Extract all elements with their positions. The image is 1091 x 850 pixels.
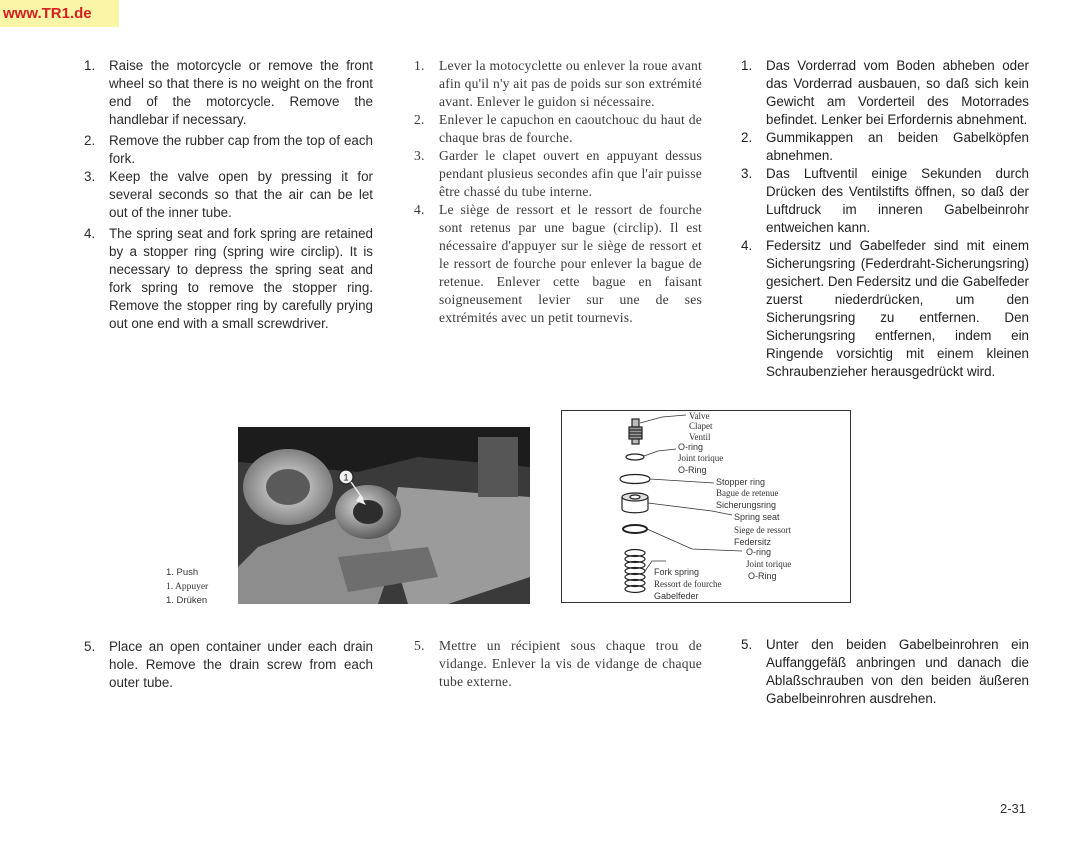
step-text: Mettre un récipient sous chaque trou de vidange. Enlever la vis de vidange de chaque tube externe. — [439, 638, 702, 689]
step-text: Raise the motorcycle or remove the front wheel so that there is no weight on the front end of the motorcycle. Remove the handlebar if necessary. — [109, 58, 373, 127]
list-item: 2. Gummikappen an beiden Gabelköpfen abnehmen. — [741, 130, 1029, 163]
seat-label-fr: Siege de ressort — [734, 525, 791, 535]
list-item: 1. Lever la motocyclette ou enlever la roue avant afin qu'il n'y ait pas de poids sur son extrémité avant. Enlever le guidon si nécessaire. — [414, 58, 702, 109]
page-number: 2-31 — [1000, 801, 1027, 816]
list-item: 1. Raise the motorcycle or remove the front wheel so that there is no weight on the front end of the motorcycle. Remove the handlebar if necessary. — [84, 58, 373, 127]
seat-label-de: Federsitz — [734, 537, 772, 547]
spring-label-fr: Ressort de fourche — [654, 579, 722, 589]
valve-label-de: Ventil — [689, 432, 711, 442]
spring-label-en: Fork spring — [654, 567, 700, 577]
seat-label-en: Spring seat — [734, 512, 780, 522]
valve-label-en: Valve — [689, 411, 710, 421]
list-item: 3. Das Luftventil einige Sekunden durch Drücken des Ventilstifts öffnen, so daß der Luftdruck im inneren Gabelbeinrohr entweichen kann. — [741, 166, 1029, 235]
oring2-label-de: O-Ring — [748, 571, 777, 581]
english-steps-1-4 — [84, 57, 373, 333]
step-text: Place an open container under each drain hole. Remove the drain screw from each outer tube. — [109, 639, 373, 690]
list-item: 4. The spring seat and fork spring are retained by a stopper ring (spring wire circlip). It is necessary to depress the spring seat and fork spring to remove the stopper ring. Remove the stopper ring by carefully prying out one end with a small screwdriver. — [84, 226, 373, 331]
o-ring-icon — [623, 525, 647, 533]
list-item: 2. Enlever le capuchon en caoutchouc du haut de chaque bras de fourche. — [414, 112, 702, 145]
step-text: Keep the valve open by pressing it for several seconds so that the air can be let out of the inner tube. — [109, 169, 373, 220]
fork-parts-diagram — [561, 410, 851, 603]
list-item: 3. Garder le clapet ouvert en appuyant dessus pendant plusieus secondes afin que l'air puisse être chassé du tube interne. — [414, 148, 702, 199]
oring1-label-fr: Joint torique — [678, 453, 724, 463]
oring2-label-fr: Joint torique — [746, 559, 792, 569]
step-text: Enlever le capuchon en caoutchouc du haut de chaque bras de fourche. — [439, 112, 702, 145]
stopper-ring-icon — [620, 475, 650, 484]
step-text: Das Luftventil einige Sekunden durch Drücken des Ventilstifts öffnen, so daß der Luftdruck im inneren Gabelbeinrohr entweichen kann. — [766, 166, 1029, 235]
list-item: 4. Le siège de ressort et le ressort de fourche sont retenus par une bague (circlip). Il est nécessaire d'appuyer sur le siège de ressort et le ressort de fourche pour enlever la bague de retenue. Enlever cette bague en faisant soigneusement levier sur une de ses extrémités avec un petit tournevis. — [414, 202, 702, 325]
step-text: Das Vorderrad vom Boden abheben oder das Vorderrad ausbauen, so daß sich kein Gewicht am Vorderteil des Motorrades befindet. Lenker bei Erfordernis abnehment. — [766, 58, 1029, 127]
list-item: 5. Place an open container under each drain hole. Remove the drain screw from each outer tube. — [84, 639, 373, 690]
stopper-label-en: Stopper ring — [716, 477, 766, 487]
fork-spring-icon — [625, 550, 645, 593]
valve-label-fr: Clapet — [689, 421, 713, 431]
list-item: 5. Unter den beiden Gabelbeinrohren ein Auffanggefäß anbringen und danach die Ablaßschrauben von den beiden äußeren Gabelbeinrohren ausdrehen. — [741, 637, 1029, 706]
step-text: Unter den beiden Gabelbeinrohren ein Auffanggefäß anbringen und danach die Ablaßschrauben von den beiden äußeren Gabelbeinrohren ausdrehen. — [766, 637, 1029, 706]
photo-marker: 1 — [343, 472, 349, 483]
french-step-5 — [414, 637, 702, 691]
french-steps-1-4 — [414, 57, 702, 327]
step-text: Le siège de ressort et le ressort de fourche sont retenus par une bague (circlip). Il est nécessaire d'appuyer sur le siège de ressort et le ressort de fourche pour enlever la bague de retenue. Enlever cette bague en faisant soigneusement levier sur une de ses extrémités avec un petit tournevis. — [439, 202, 702, 325]
step-text: Gummikappen an beiden Gabelköpfen abnehmen. — [766, 130, 1029, 163]
site-watermark: www.TR1.de — [0, 0, 119, 27]
list-item: 4. Federsitz und Gabelfeder sind mit einem Sicherungsring (Federdraht-Sicherungsring) gesichert. Den Federsitz und die Gabelfeder zuerst niederdrücken, um den Sicherungsring zu entfernen. Den Sicherungsring entfernen, indem ein Ringende vorsichtig mit einem kleinen Schraubenzieher herausgedrückt wird. — [741, 238, 1029, 379]
valve-stem-icon — [632, 419, 639, 427]
step-text: Federsitz und Gabelfeder sind mit einem Sicherungsring (Federdraht-Sicherungsring) gesichert. Den Federsitz und die Gabelfeder zuerst niederdrücken, um den Sicherungsring zu entfernen. Den Sicherungsring entfernen, indem ein Ringende vorsichtig mit einem kleinen Schraubenzieher herausgedrückt wird. — [766, 238, 1029, 379]
list-item: 2. Remove the rubber cap from the top of each fork. — [84, 133, 373, 166]
oring2-label-en: O-ring — [746, 547, 772, 557]
fork-valve-photo — [238, 427, 530, 604]
stopper-label-fr: Bague de retenue — [716, 488, 779, 498]
step-text: Garder le clapet ouvert en appuyant dessus pendant plusieus secondes afin que l'air puisse être chassé du tube interne. — [439, 148, 702, 199]
english-step-5 — [84, 638, 373, 692]
german-step-5 — [741, 636, 1029, 708]
list-item: 1. Das Vorderrad vom Boden abheben oder das Vorderrad ausbauen, so daß sich kein Gewicht am Vorderteil des Motorrades befindet. Lenker bei Erfordernis abnehment. — [741, 58, 1029, 127]
german-steps-1-4 — [741, 57, 1029, 381]
spring-label-de: Gabelfeder — [654, 591, 699, 601]
oring1-label-en: O-ring — [678, 442, 704, 452]
step-text: The spring seat and fork spring are retained by a stopper ring (spring wire circlip). It is necessary to depress the spring seat and fork spring to remove the stopper ring. Remove the stopper ring by carefully prying out one end with a small screwdriver. — [109, 226, 373, 331]
photo-caption: 1. Push 1. Appuyer 1. Drüken — [166, 567, 209, 606]
o-ring-icon — [626, 454, 644, 460]
stopper-label-de: Sicherungsring — [716, 500, 777, 510]
oring1-label-de: O-Ring — [678, 465, 707, 475]
list-item: 3. Keep the valve open by pressing it for several seconds so that the air can be let out of the inner tube. — [84, 169, 373, 220]
list-item: 5. Mettre un récipient sous chaque trou de vidange. Enlever la vis de vidange de chaque tube externe. — [414, 638, 702, 689]
step-text: Remove the rubber cap from the top of each fork. — [109, 133, 373, 166]
step-text: Lever la motocyclette ou enlever la roue avant afin qu'il n'y ait pas de poids sur son extrémité avant. Enlever le guidon si nécessaire. — [439, 58, 702, 109]
